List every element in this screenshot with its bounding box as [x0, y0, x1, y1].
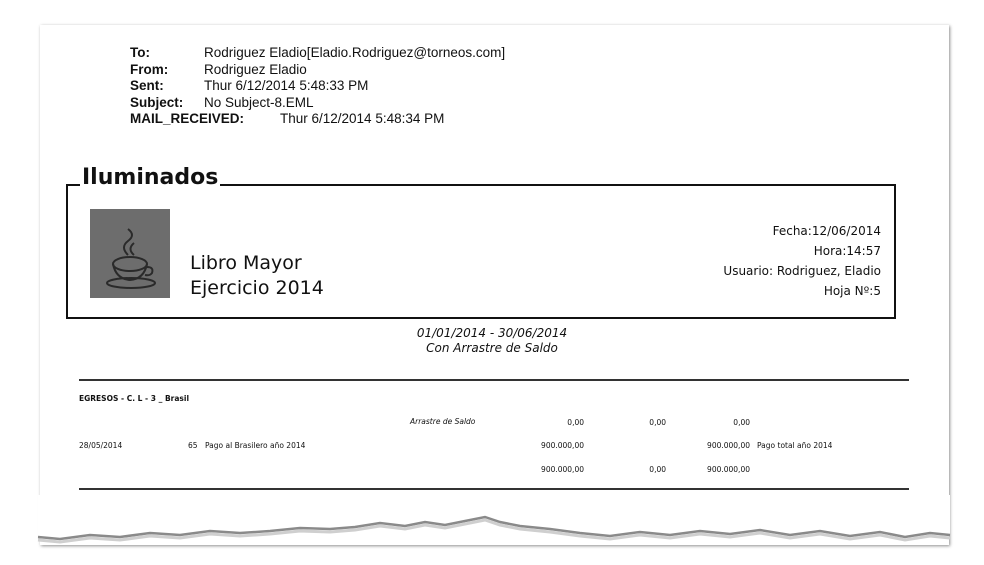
from-label: From:: [130, 61, 169, 77]
report-time: Hora:14:57: [813, 244, 881, 258]
divider-top: [79, 379, 909, 381]
entry-description: Pago al Brasilero año 2014: [205, 441, 306, 450]
carry-balance: 0,00: [733, 418, 750, 427]
entry-number: 65: [188, 441, 198, 450]
subject-label: Subject:: [130, 94, 184, 110]
teacup-logo-icon: [90, 209, 170, 298]
torn-paper-edge: [0, 495, 984, 565]
period-range: 01/01/2014 - 30/06/2014: [416, 326, 568, 340]
report-date: Fecha:12/06/2014: [772, 224, 881, 238]
carry-credit: 0,00: [649, 418, 666, 427]
carry-label: Arrastre de Saldo: [410, 417, 476, 426]
report-sheet-number: Hoja Nº:5: [823, 284, 881, 298]
entry-debit: 900.000,00: [541, 441, 584, 450]
mail-received-label: MAIL_RECEIVED:: [130, 111, 245, 126]
sent-label: Sent:: [130, 78, 164, 93]
entry-note: Pago total año 2014: [757, 441, 833, 450]
entry-date: 28/05/2014: [79, 441, 123, 450]
entry-balance: 900.000,00: [707, 441, 750, 450]
to-label: To:: [130, 45, 150, 60]
company-title: Iluminados: [82, 165, 219, 190]
period-block: [0, 326, 984, 356]
from-value: Rodriguez Eladio: [204, 61, 307, 77]
book-heading: [190, 251, 324, 301]
book-title: Libro Mayor: [190, 252, 302, 274]
mail-received-value: Thur 6/12/2014 5:48:34 PM: [280, 111, 445, 126]
subject-value: No Subject-8.EML: [204, 94, 314, 110]
report-info: [723, 221, 881, 301]
carry-debit: 0,00: [567, 418, 584, 427]
sent-value: Thur 6/12/2014 5:48:33 PM: [204, 78, 369, 93]
total-balance: 900.000,00: [707, 465, 750, 474]
report-user: Usuario: Rodriguez, Eladio: [723, 264, 881, 278]
divider-bottom: [79, 488, 909, 490]
exercise-year: Ejercicio 2014: [190, 277, 324, 299]
period-note: Con Arrastre de Saldo: [426, 341, 558, 355]
account-heading: EGRESOS - C. L - 3 _ Brasil: [79, 394, 190, 403]
to-value: Rodriguez Eladio[Eladio.Rodriguez@torneos.com]: [204, 45, 506, 60]
email-header: [130, 45, 505, 128]
total-credit: 0,00: [649, 465, 666, 474]
total-debit: 900.000,00: [541, 465, 584, 474]
